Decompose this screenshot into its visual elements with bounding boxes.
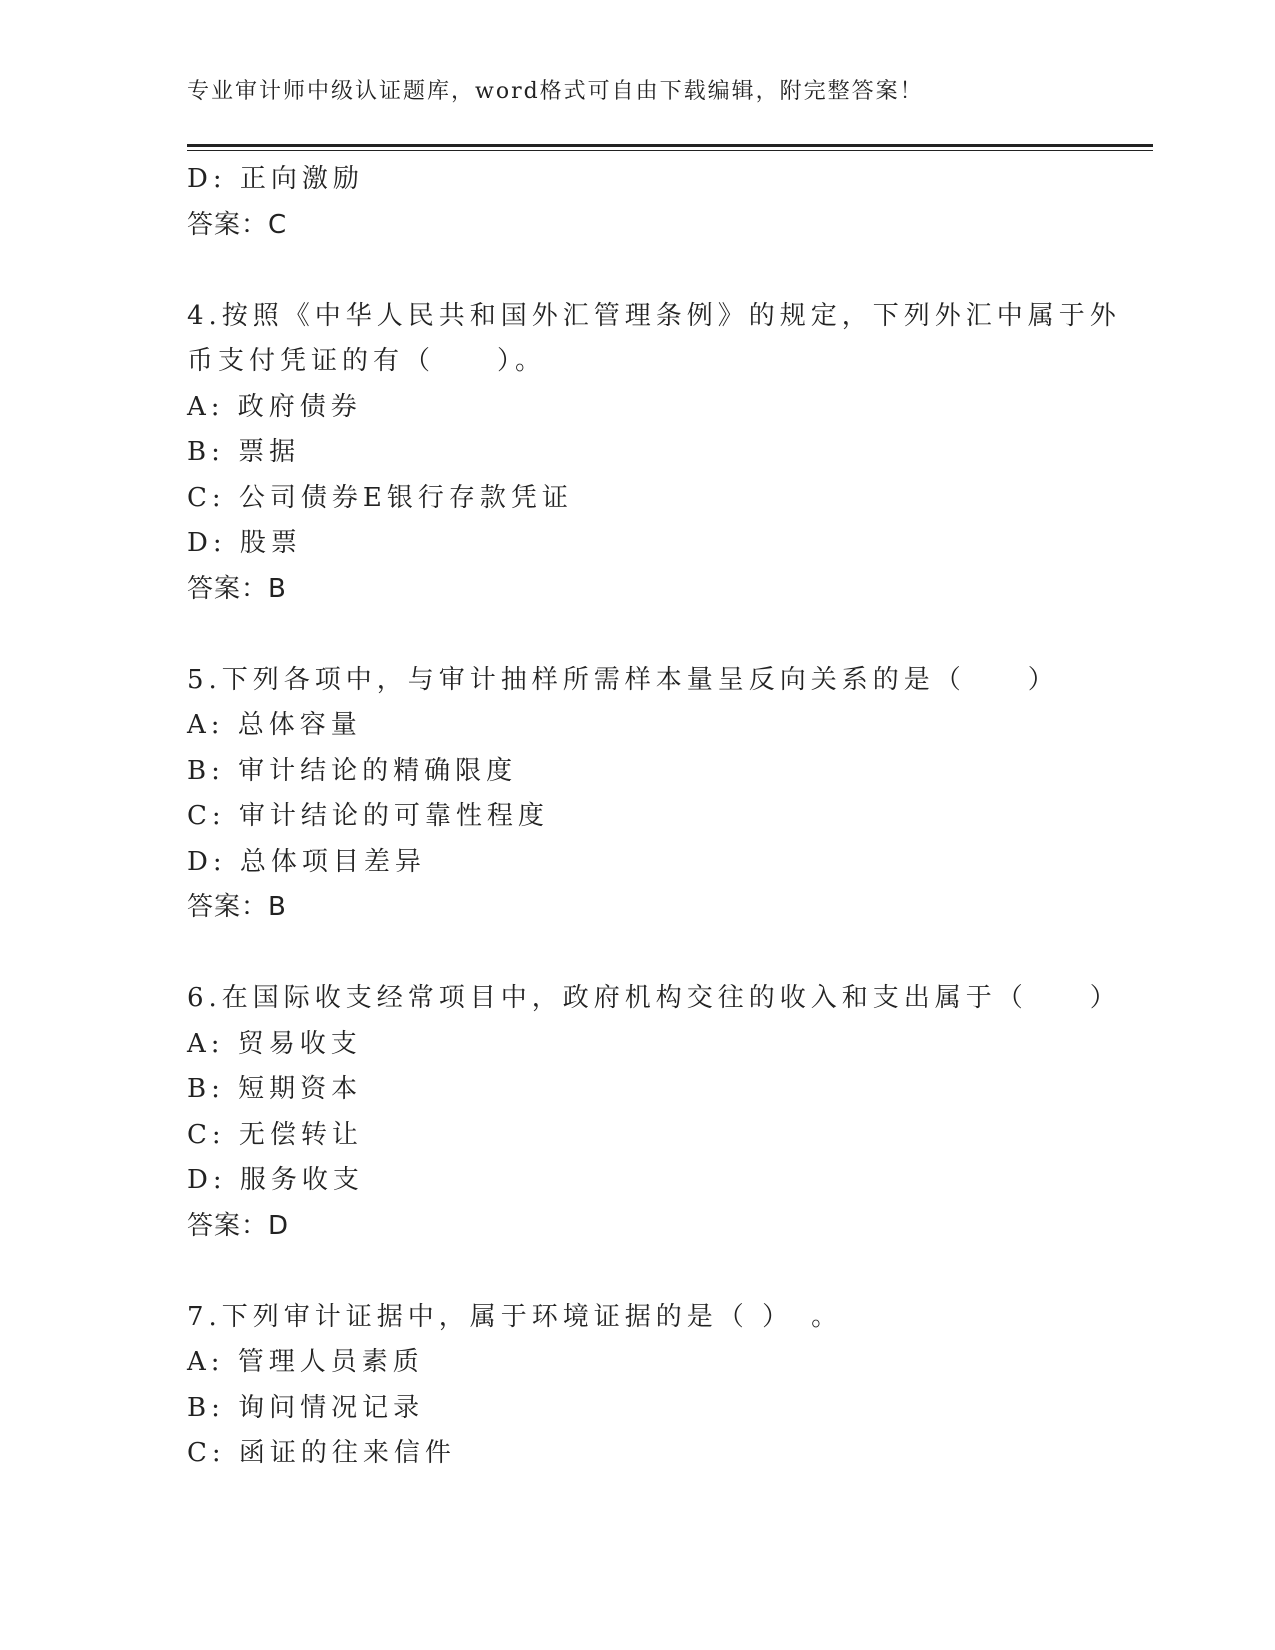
option-b: B: 短期资本	[187, 1074, 363, 1104]
question-4	[187, 294, 1121, 613]
question-6	[187, 976, 1121, 1249]
question-stem: 7.下列审计证据中，属于环境证据的是（ ） 。	[187, 1301, 843, 1332]
option-c: C: 函证的往来信件	[187, 1438, 456, 1468]
option-c: C: 公司债券E银行存款凭证	[187, 482, 573, 513]
option-d: D: 总体项目差异	[187, 846, 426, 877]
option-d: D: 服务收支	[187, 1165, 364, 1195]
question-5	[187, 658, 1087, 931]
question-7	[187, 1295, 1087, 1477]
option-b: B: 审计结论的精确限度	[187, 755, 518, 786]
answer: 答案：C	[187, 209, 288, 240]
header-rule-thick	[187, 144, 1153, 147]
answer: 答案：B	[187, 573, 287, 604]
option-a: A: 管理人员素质	[187, 1347, 424, 1377]
option-a: A: 贸易收支	[187, 1028, 362, 1059]
answer: 答案：B	[187, 892, 287, 922]
option-b: B: 询问情况记录	[187, 1392, 425, 1423]
answer: 答案：D	[187, 1210, 290, 1241]
header-rule-thin	[187, 150, 1153, 151]
option-a: A: 总体容量	[187, 710, 362, 740]
option-b: B: 票据	[187, 437, 301, 467]
question-content	[187, 157, 1121, 1477]
question-stem-continued: 币支付凭证的有（ ）。	[187, 346, 547, 376]
option-c: C: 无偿转让	[187, 1119, 363, 1150]
question-stem: 5.下列各项中，与审计抽样所需样本量呈反向关系的是（ ）	[187, 664, 1059, 695]
question-stem: 4.按照《中华人民共和国外汇管理条例》的规定，下列外汇中属于外	[187, 300, 1121, 331]
question-stem: 6.在国际收支经常项目中，政府机构交往的收入和支出属于（ ）	[187, 983, 1121, 1013]
page-header: 专业审计师中级认证题库，word格式可自由下载编辑，附完整答案！	[187, 79, 924, 104]
option-a: A: 政府债券	[187, 391, 362, 422]
option-d: D: 股票	[187, 528, 302, 558]
option-c: C: 审计结论的可靠性程度	[187, 801, 549, 831]
option-d: D: 正向激励	[187, 164, 364, 194]
